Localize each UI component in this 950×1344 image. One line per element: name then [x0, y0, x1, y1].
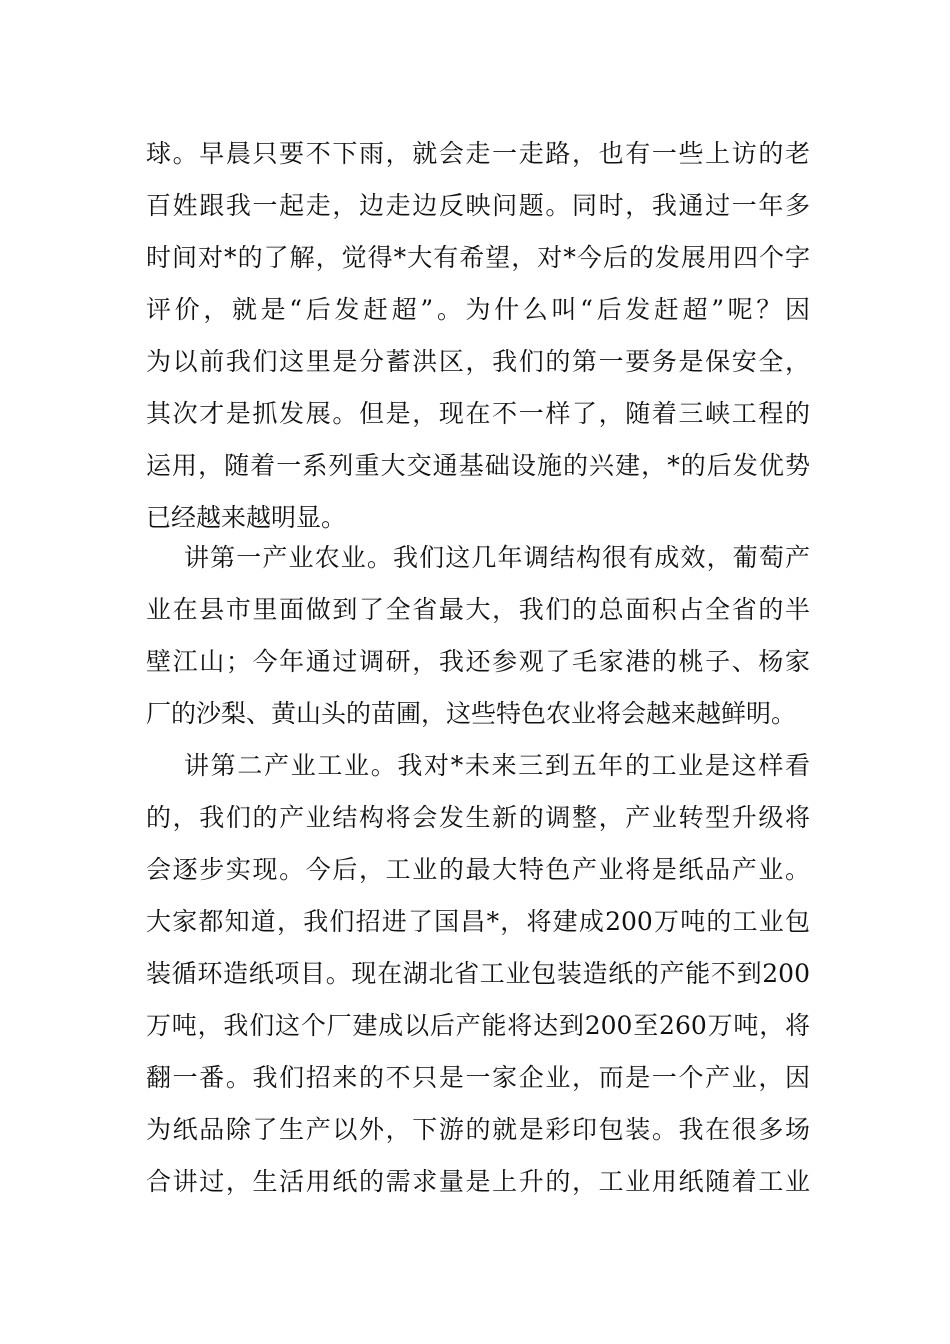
text-line: 大家都知道，我们招进了国昌*，将建成200万吨的工业包: [146, 907, 810, 936]
text-line: 翻一番。我们招来的不只是一家企业，而是一个产业，因: [146, 1063, 810, 1092]
text-line: 万吨，我们这个厂建成以后产能将达到200至260万吨，将: [146, 1011, 810, 1040]
text-line: 合讲过，生活用纸的需求量是上升的，工业用纸随着工业: [146, 1167, 810, 1196]
text-line: 已经越来越明显。: [146, 503, 347, 532]
text-line: 的，我们的产业结构将会发生新的调整，产业转型升级将: [146, 803, 810, 832]
text-line: 其次才是抓发展。但是，现在不一样了，随着三峡工程的: [146, 399, 810, 428]
text-line: 运用，随着一系列重大交通基础设施的兴建，*的后发优势: [146, 451, 810, 480]
text-line: 壁江山；今年通过调研，我还参观了毛家港的桃子、杨家: [146, 647, 810, 676]
text-line: 百姓跟我一起走，边走边反映问题。同时，我通过一年多: [146, 191, 810, 220]
paragraph-3: [146, 740, 810, 1208]
text-line: 装循环造纸项目。现在湖北省工业包装造纸的产能不到200: [146, 959, 810, 988]
text-line: 球。早晨只要不下雨，就会走一走路，也有一些上访的老: [146, 139, 810, 168]
text-line: 为纸品除了生产以外，下游的就是彩印包装。我在很多场: [146, 1115, 810, 1144]
text-line: 讲第二产业工业。我对*未来三到五年的工业是这样看: [184, 751, 810, 780]
paragraph-1: [146, 128, 810, 544]
text-line: 业在县市里面做到了全省最大，我们的总面积占全省的半: [146, 595, 810, 624]
text-line: 评价，就是“后发赶超”。为什么叫“后发赶超”呢？因: [146, 295, 810, 324]
text-line: 时间对*的了解，觉得*大有希望，对*今后的发展用四个字: [146, 243, 810, 272]
text-line: 为以前我们这里是分蓄洪区，我们的第一要务是保安全，: [146, 347, 810, 376]
text-line: 厂的沙梨、黄山头的苗圃，这些特色农业将会越来越鲜明。: [146, 699, 797, 728]
text-line: 讲第一产业农业。我们这几年调结构很有成效，葡萄产: [184, 543, 810, 572]
text-line: 会逐步实现。今后，工业的最大特色产业将是纸品产业。: [146, 855, 810, 884]
paragraph-2: [146, 532, 810, 740]
